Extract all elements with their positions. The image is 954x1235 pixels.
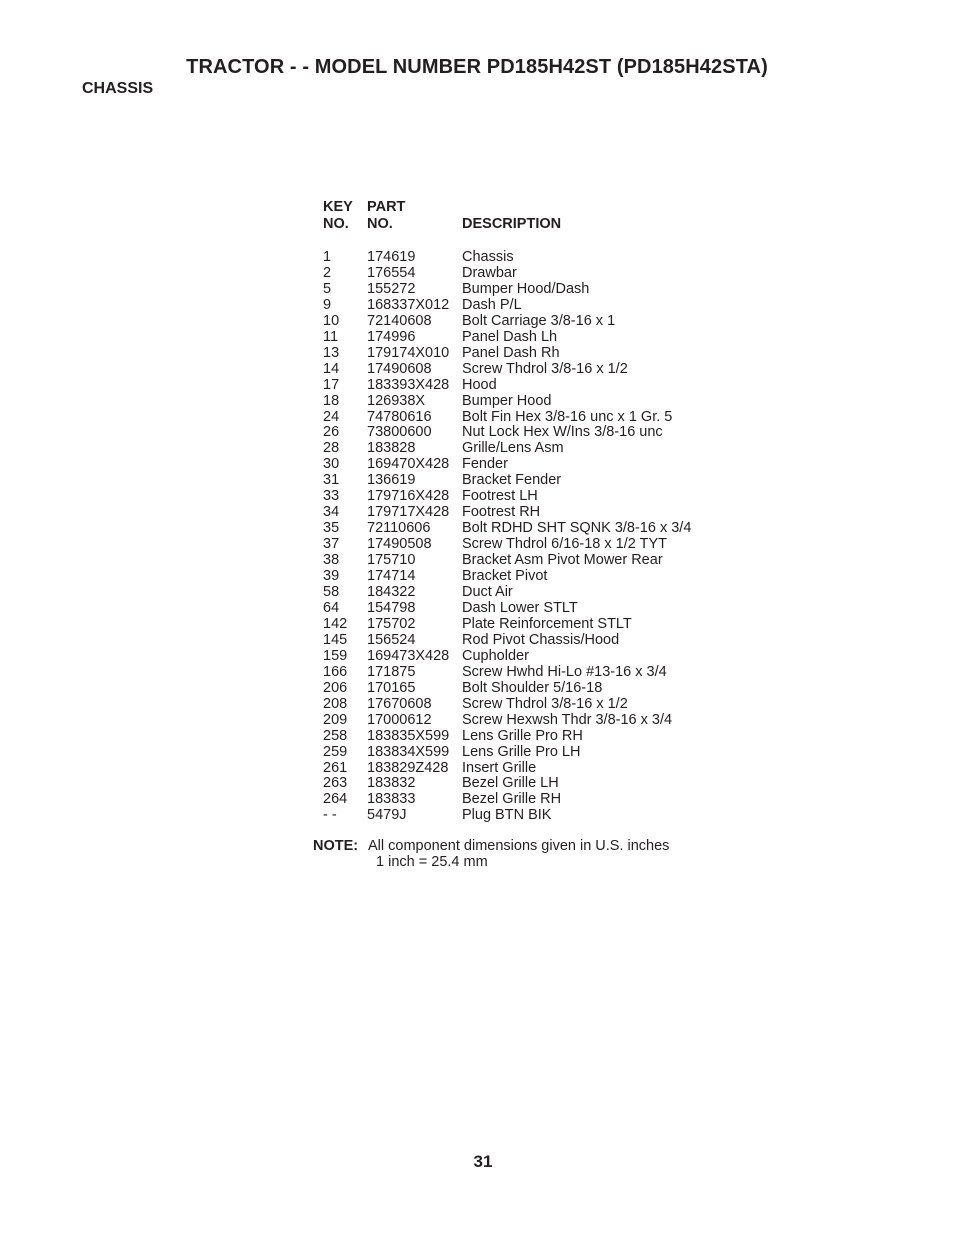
part-no-cell: 73800600 [367,424,432,441]
key-no-cell: 37 [323,536,340,553]
description-cell: Dash Lower STLT [462,599,578,616]
key-no-cell: 58 [323,584,340,601]
table-row [323,585,691,601]
description-cell: Plug BTN BIK [462,807,552,824]
table-row [323,298,691,314]
part-no-cell: 183393X428 [367,376,450,393]
key-no-cell: 39 [323,568,340,585]
description-cell: Bezel Grille RH [462,791,562,808]
part-no-cell: 183832 [367,775,416,792]
part-no-cell: 174714 [367,568,416,585]
table-row [323,761,691,777]
table-row [323,729,691,745]
description-cell: Screw Thdrol 6/16-18 x 1/2 TYT [462,536,667,553]
description-cell: Hood [462,376,497,393]
part-no-cell: 168337X012 [367,296,450,313]
description-cell: Bumper Hood [462,392,552,409]
description-cell: Bolt Carriage 3/8-16 x 1 [462,312,616,329]
description-cell: Footrest LH [462,488,538,505]
description-cell: Bolt Shoulder 5/16-18 [462,679,603,696]
description-cell: Panel Dash Rh [462,344,560,361]
section-heading: CHASSIS [82,80,154,97]
part-no-cell: 183835X599 [367,727,450,744]
part-no-cell: 126938X [367,392,426,409]
table-row [323,473,691,489]
key-no-cell: 38 [323,552,340,569]
part-no-cell: 156524 [367,631,416,648]
table-row [323,808,691,824]
key-no-cell: 9 [323,296,332,313]
key-no-cell: 145 [323,631,348,648]
description-cell: Screw Thdrol 3/8-16 x 1/2 [462,360,628,377]
table-row [323,776,691,792]
table-row [323,489,691,505]
key-no-cell: 24 [323,408,340,425]
key-no-cell: 35 [323,520,340,537]
key-no-cell: 206 [323,679,348,696]
key-no-cell: 209 [323,711,348,728]
table-row [323,792,691,808]
key-no-header: KEY NO. [323,199,353,232]
part-no-cell: 174996 [367,328,416,345]
part-no-cell: 72140608 [367,312,432,329]
description-cell: Fender [462,456,508,473]
key-no-cell: 28 [323,440,340,457]
description-cell: Chassis [462,249,514,265]
key-no-cell: 10 [323,312,340,329]
key-no-cell: 258 [323,727,348,744]
table-row [323,250,691,266]
part-no-cell: 174619 [367,249,416,265]
table-row [323,425,691,441]
description-cell: Bolt RDHD SHT SQNK 3/8-16 x 3/4 [462,520,692,537]
key-no-cell: 264 [323,791,348,808]
description-cell: Screw Hexwsh Thdr 3/8-16 x 3/4 [462,711,673,728]
description-cell: Nut Lock Hex W/Ins 3/8-16 unc [462,424,663,441]
table-row [323,394,691,410]
description-cell: Lens Grille Pro RH [462,727,583,744]
key-no-cell: 261 [323,759,348,776]
part-no-cell: 72110606 [367,520,431,537]
key-no-cell: 208 [323,695,348,712]
part-no-cell: 175710 [367,552,416,569]
note-label: NOTE: [313,838,359,854]
key-no-cell: 2 [323,264,332,281]
key-no-cell: 30 [323,456,340,473]
description-cell: Plate Reinforcement STLT [462,615,632,632]
table-row [323,553,691,569]
description-cell: Duct Air [462,584,513,601]
part-no-cell: 179716X428 [367,488,450,505]
key-no-cell: 259 [323,743,348,760]
table-row [323,346,691,362]
key-no-cell: 159 [323,647,348,664]
key-no-cell: 14 [323,360,340,377]
key-no-cell: 64 [323,599,340,616]
description-cell: Drawbar [462,264,517,281]
key-no-cell: 18 [323,392,340,409]
page-title: TRACTOR - - MODEL NUMBER PD185H42ST (PD185H42STA) [186,56,768,78]
part-no-cell: 183829Z428 [367,759,449,776]
table-row [323,601,691,617]
table-row [323,569,691,585]
part-no-cell: 170165 [367,679,416,696]
table-row [323,633,691,649]
parts-table [323,199,691,824]
table-row [323,521,691,537]
table-row [323,713,691,729]
table-row [323,617,691,633]
description-cell: Lens Grille Pro LH [462,743,581,760]
key-no-cell: 31 [323,472,340,489]
table-row [323,362,691,378]
table-row [323,745,691,761]
table-row [323,505,691,521]
description-cell: Grille/Lens Asm [462,440,564,457]
description-cell: Cupholder [462,647,529,664]
description-cell: Bezel Grille LH [462,775,559,792]
key-no-cell: - - [323,807,337,824]
part-no-cell: 74780616 [367,408,432,425]
table-row [323,330,691,346]
part-no-cell: 17490508 [367,536,432,553]
key-no-cell: 34 [323,504,340,521]
key-no-cell: 166 [323,663,348,680]
table-row [323,441,691,457]
part-no-cell: 183828 [367,440,416,457]
part-no-cell: 17490608 [367,360,432,377]
table-row [323,378,691,394]
part-no-cell: 171875 [367,663,416,680]
description-cell: Bracket Asm Pivot Mower Rear [462,552,663,569]
part-no-cell: 179717X428 [367,504,450,521]
page-number: 31 [473,1152,493,1171]
part-no-cell: 169470X428 [367,456,450,473]
part-no-cell: 136619 [367,472,416,489]
part-no-cell: 169473X428 [367,647,450,664]
table-body [323,250,691,824]
key-no-cell: 142 [323,615,348,632]
part-no-cell: 17670608 [367,695,432,712]
part-no-cell: 17000612 [367,711,432,728]
key-no-cell: 26 [323,424,340,441]
note-text: All component dimensions given in U.S. inches 1 inch = 25.4 mm [368,838,670,870]
table-row [323,266,691,282]
table-row [323,681,691,697]
key-no-cell: 11 [323,328,339,345]
description-cell: Bracket Fender [462,472,562,489]
part-no-cell: 154798 [367,599,416,616]
part-no-cell: 155272 [367,280,416,297]
part-no-cell: 184322 [367,584,416,601]
description-cell: Insert Grille [462,759,537,776]
description-header: DESCRIPTION [462,216,562,232]
description-cell: Bumper Hood/Dash [462,280,590,297]
description-cell: Screw Thdrol 3/8-16 x 1/2 [462,695,628,712]
table-row [323,457,691,473]
table-header [323,199,691,233]
description-cell: Rod Pivot Chassis/Hood [462,631,620,648]
part-no-cell: 176554 [367,264,416,281]
description-cell: Panel Dash Lh [462,328,558,345]
part-no-cell: 183833 [367,791,416,808]
description-cell: Bolt Fin Hex 3/8-16 unc x 1 Gr. 5 [462,408,673,425]
table-row [323,665,691,681]
key-no-cell: 17 [323,376,340,393]
part-no-cell: 175702 [367,615,416,632]
table-row [323,314,691,330]
part-no-cell: 179174X010 [367,344,450,361]
description-cell: Dash P/L [462,296,522,313]
table-row [323,537,691,553]
part-no-cell: 183834X599 [367,743,450,760]
table-row [323,282,691,298]
part-no-header: PART NO. [367,199,406,232]
table-row [323,649,691,665]
table-row [323,697,691,713]
key-no-cell: 1 [323,249,332,265]
key-no-cell: 33 [323,488,340,505]
description-cell: Screw Hwhd Hi-Lo #13-16 x 3/4 [462,663,667,680]
key-no-cell: 13 [323,344,340,361]
table-row [323,410,691,426]
note [313,838,669,870]
description-cell: Footrest RH [462,504,541,521]
part-no-cell: 5479J [367,807,407,824]
key-no-cell: 263 [323,775,348,792]
key-no-cell: 5 [323,280,332,297]
description-cell: Bracket Pivot [462,568,548,585]
